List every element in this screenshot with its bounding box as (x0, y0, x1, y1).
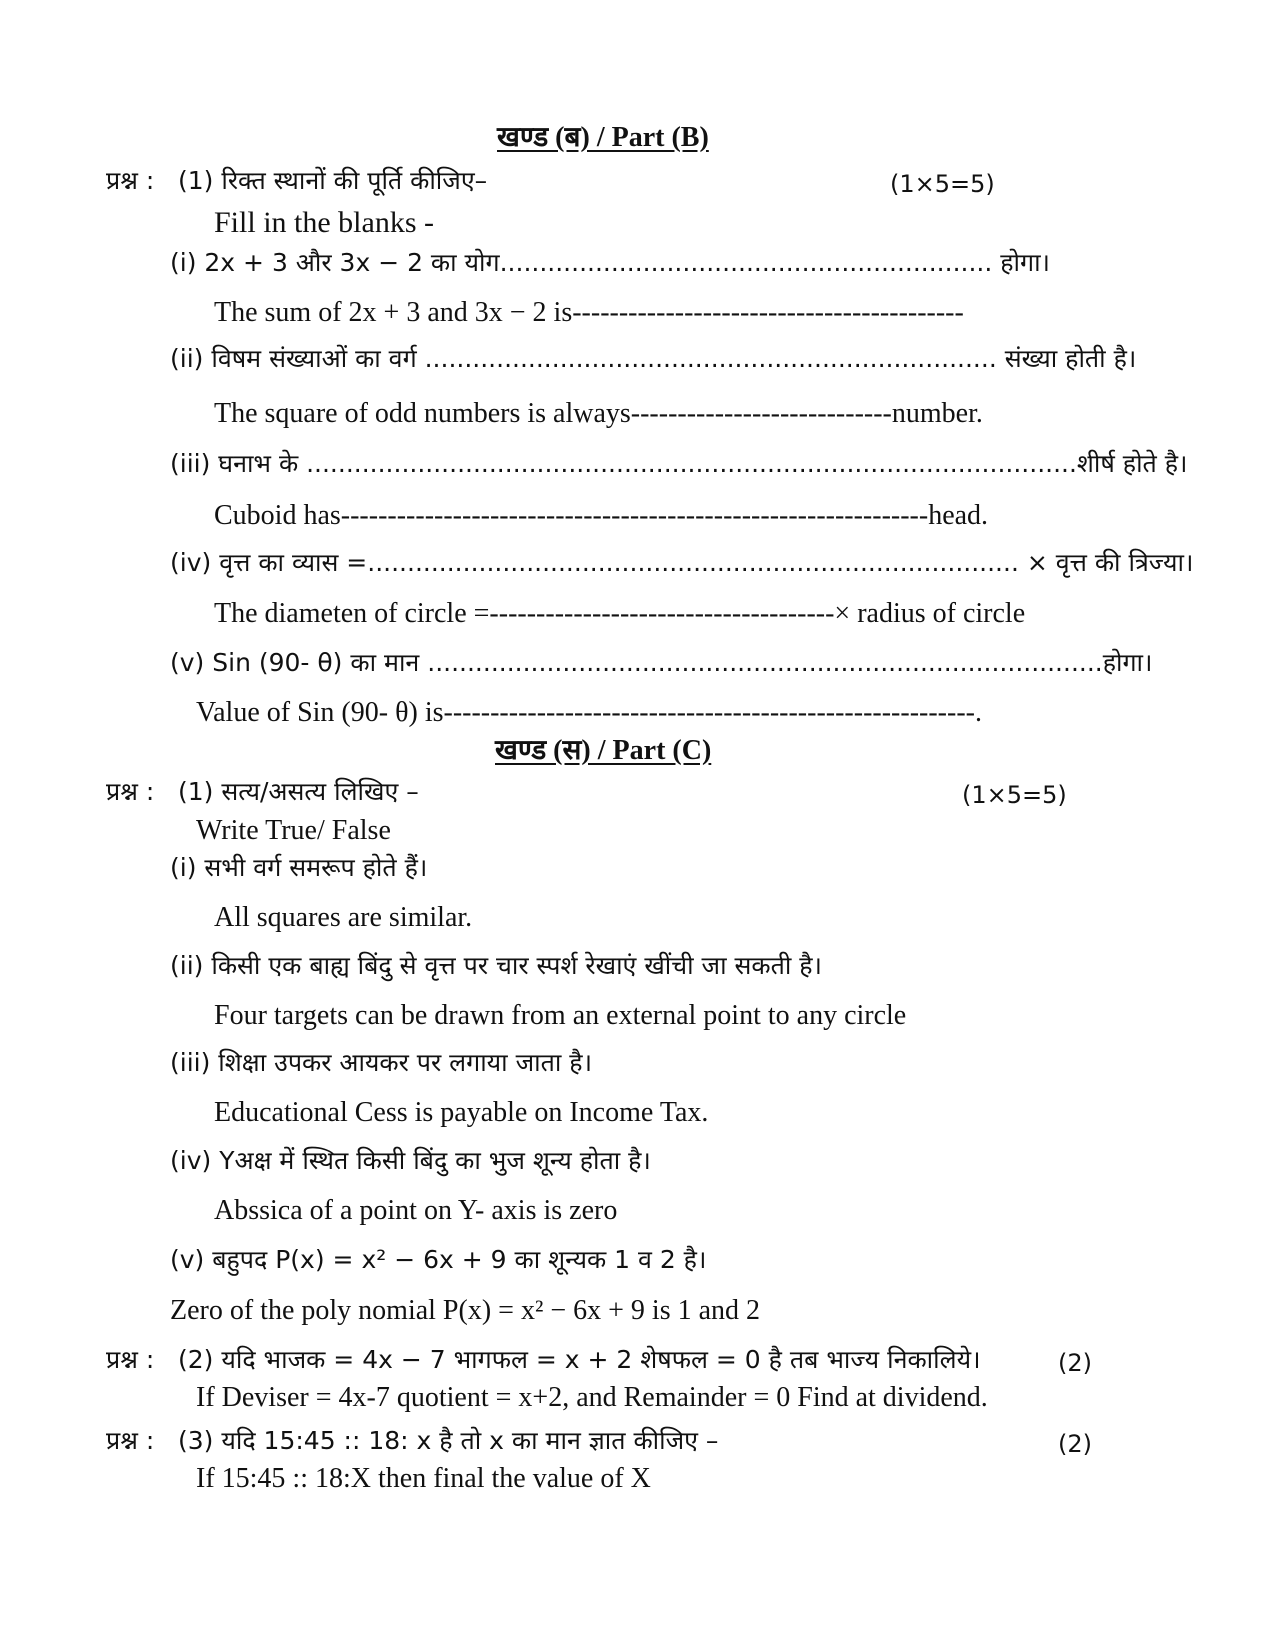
part-c-item-1-english: All squares are similar. (214, 902, 473, 933)
part-c-item-2-hindi: (ii) किसी एक बाह्य बिंदु से वृत्त पर चार स्पर्श रेखाएं खींची जा सकती है। (170, 951, 823, 980)
part-c-heading: खण्ड (स) / Part (C) (495, 735, 712, 766)
part-b-item-1-english: The sum of 2x + 3 and 3x − 2 is------------------------------------------ (214, 297, 964, 328)
part-c-item-4-english: Abssica of a point on Y- axis is zero (214, 1195, 618, 1226)
part-b-item-3-english: Cuboid has---------------------------------------------------------------head. (214, 500, 989, 531)
part-c-item-3-english: Educational Cess is payable on Income Tax. (214, 1097, 709, 1128)
question-prefix: प्रश्न : (106, 1426, 155, 1455)
question-1-marks: (1×5=5) (890, 170, 995, 198)
question-1-hindi: (1) रिक्त स्थानों की पूर्ति कीजिए– (178, 166, 488, 195)
part-c-item-4-hindi: (iv) Yअक्ष में स्थित किसी बिंदु का भुज शून्य होता है। (170, 1146, 651, 1175)
question-2-hindi: (2) यदि भाजक = 4x − 7 भागफल = x + 2 शेषफल = 0 है तब भाज्य निकालिये। (178, 1345, 981, 1374)
part-c-item-1-hindi: (i) सभी वर्ग समरूप होते हैं। (170, 853, 428, 882)
part-b-item-2-english: The square of odd numbers is always----------------------------number. (214, 398, 983, 429)
part-b-item-3-hindi: (iii) घनाभ के .................................................................................................शीर्ष होते है। (170, 449, 1188, 478)
question-1-english: Fill in the blanks - (214, 206, 434, 239)
question-prefix: प्रश्न : (106, 166, 155, 195)
part-b-heading: खण्ड (ब) / Part (B) (497, 122, 709, 153)
part-c-item-5-english: Zero of the poly nomial P(x) = x² − 6x + 9 is 1 and 2 (170, 1295, 761, 1326)
question-2-marks: (2) (1058, 1349, 1092, 1377)
question-3-hindi: (3) यदि 15:45 :: 18: x है तो x का मान ज्ञात कीजिए – (178, 1426, 719, 1455)
part-c-item-3-hindi: (iii) शिक्षा उपकर आयकर पर लगाया जाता है। (170, 1048, 593, 1077)
part-b-item-5-english: Value of Sin (90- θ) is---------------------------------------------------------. (196, 697, 982, 728)
part-c-item-2-english: Four targets can be drawn from an external point to any circle (214, 1000, 907, 1031)
question-prefix: प्रश्न : (106, 777, 155, 806)
part-b-item-1-hindi: (i) 2x + 3 और 3x − 2 का योग.............................................................. होगा। (170, 248, 1051, 277)
part-b-item-2-hindi: (ii) विषम संख्याओं का वर्ग ........................................................................ संख्या होती है। (170, 344, 1137, 373)
question-prefix: प्रश्न : (106, 1345, 155, 1374)
question-3-english: If 15:45 :: 18:X then final the value of X (196, 1463, 651, 1494)
part-b-item-5-hindi: (v) Sin (90- θ) का मान .....................................................................................होगा। (170, 648, 1153, 677)
part-b-item-4-hindi: (iv) वृत्त का व्यास =.................................................................................. × वृत्त की त्रिज्या। (170, 548, 1194, 577)
question-1-english: Write True/ False (196, 815, 391, 846)
question-2-english: If Deviser = 4x-7 quotient = x+2, and Remainder = 0 Find at dividend. (196, 1382, 988, 1413)
question-1-hindi: (1) सत्य/असत्य लिखिए – (178, 777, 419, 806)
question-1-marks: (1×5=5) (962, 781, 1067, 809)
question-3-marks: (2) (1058, 1430, 1092, 1458)
part-b-item-4-english: The diameten of circle =-------------------------------------× radius of circle (214, 598, 1026, 629)
part-c-item-5-hindi: (v) बहुपद P(x) = x² − 6x + 9 का शून्यक 1 व 2 है। (170, 1245, 707, 1274)
